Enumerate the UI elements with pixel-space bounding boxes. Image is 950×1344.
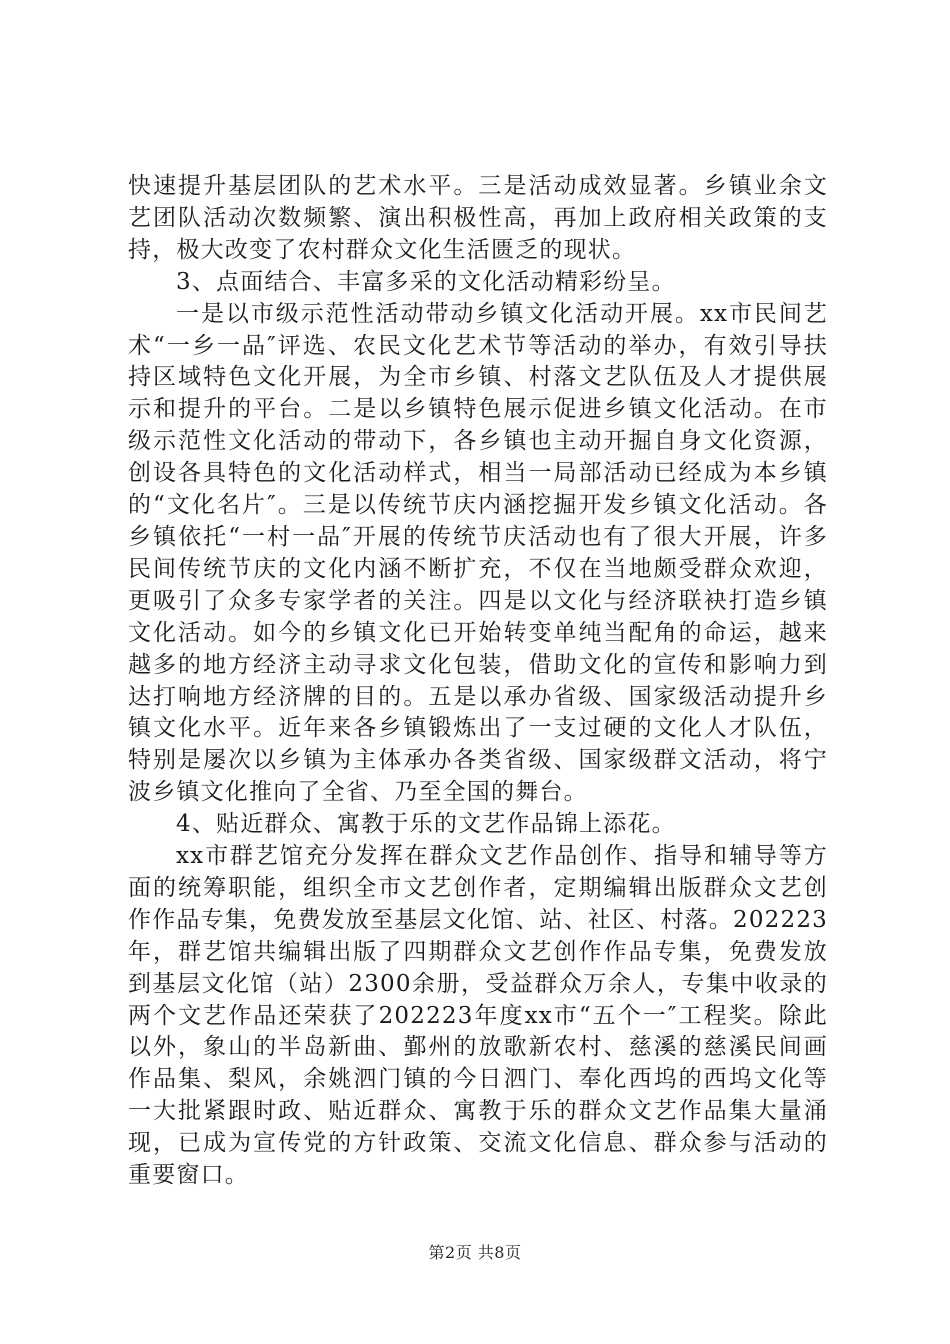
paragraph-2-heading: 3、点面结合、丰富多采的文化活动精彩纷呈。 [176,268,676,295]
page-number-footer: 第2页 共8页 [428,1243,522,1262]
document-body [128,171,828,1192]
paragraph-5: xx市群艺馆充分发挥在群众文艺作品创作、指导和辅导等方面的统筹职能，组织全市文艺创作者，定期编辑出版群众文艺创作作品专集，免费发放至基层文化馆、站、社区、村落。202223年，群艺馆共编辑出版了四期群众文艺创作作品专集，免费发放到基层文化馆（站）2300余册，受益群众万余人，专集中收录的两个文艺作品还荣获了202223年度xx市“五个一″工程奖。除此以外，象山的半岛新曲、鄞州的放歌新农村、慈溪的慈溪民间画作品集、梨风，余姚泗门镇的今日泗门、奉化西坞的西坞文化等一大批紧跟时政、贴近群众、寓教于乐的群众文艺作品集大量涌现，已成为宣传党的方针政策、交流文化信息、群众参与活动的重要窗口。 [128,843,828,1189]
paragraph-4-heading: 4、贴近群众、寓教于乐的文艺作品锦上添花。 [176,811,676,838]
paragraph-3: 一是以市级示范性活动带动乡镇文化活动开展。xx市民间艺术“一乡一品″评选、农民文化艺术节等活动的举办，有效引导扶持区域特色文化开展，为全市乡镇、村落文艺队伍及人才提供展示和提升的平台。二是以乡镇特色展示促进乡镇文化活动。在市级示范性文化活动的带动下，各乡镇也主动开掘自身文化资源，创设各具特色的文化活动样式，相当一局部活动已经成为本乡镇的“文化名片″。三是以传统节庆内涵挖掘开发乡镇文化活动。各乡镇依托“一村一品″开展的传统节庆活动也有了很大开展，许多民间传统节庆的文化内涵不断扩充，不仅在当地颇受群众欢迎，更吸引了众多专家学者的关注。四是以文化与经济联袂打造乡镇文化活动。如今的乡镇文化已开始转变单纯当配角的命运，越来越多的地方经济主动寻求文化包装，借助文化的宣传和影响力到达打响地方经济牌的目的。五是以承办省级、国家级活动提升乡镇文化水平。近年来各乡镇锻炼出了一支过硬的文化人才队伍，特别是屡次以乡镇为主体承办各类省级、国家级群文活动，将宁波乡镇文化推向了全省、乃至全国的舞台。 [128,300,828,806]
paragraph-1: 快速提升基层团队的艺术水平。三是活动成效显著。乡镇业余文艺团队活动次数频繁、演出积极性高，再加上政府相关政策的支持，极大改变了农村群众文化生活匮乏的现状。 [128,173,828,263]
